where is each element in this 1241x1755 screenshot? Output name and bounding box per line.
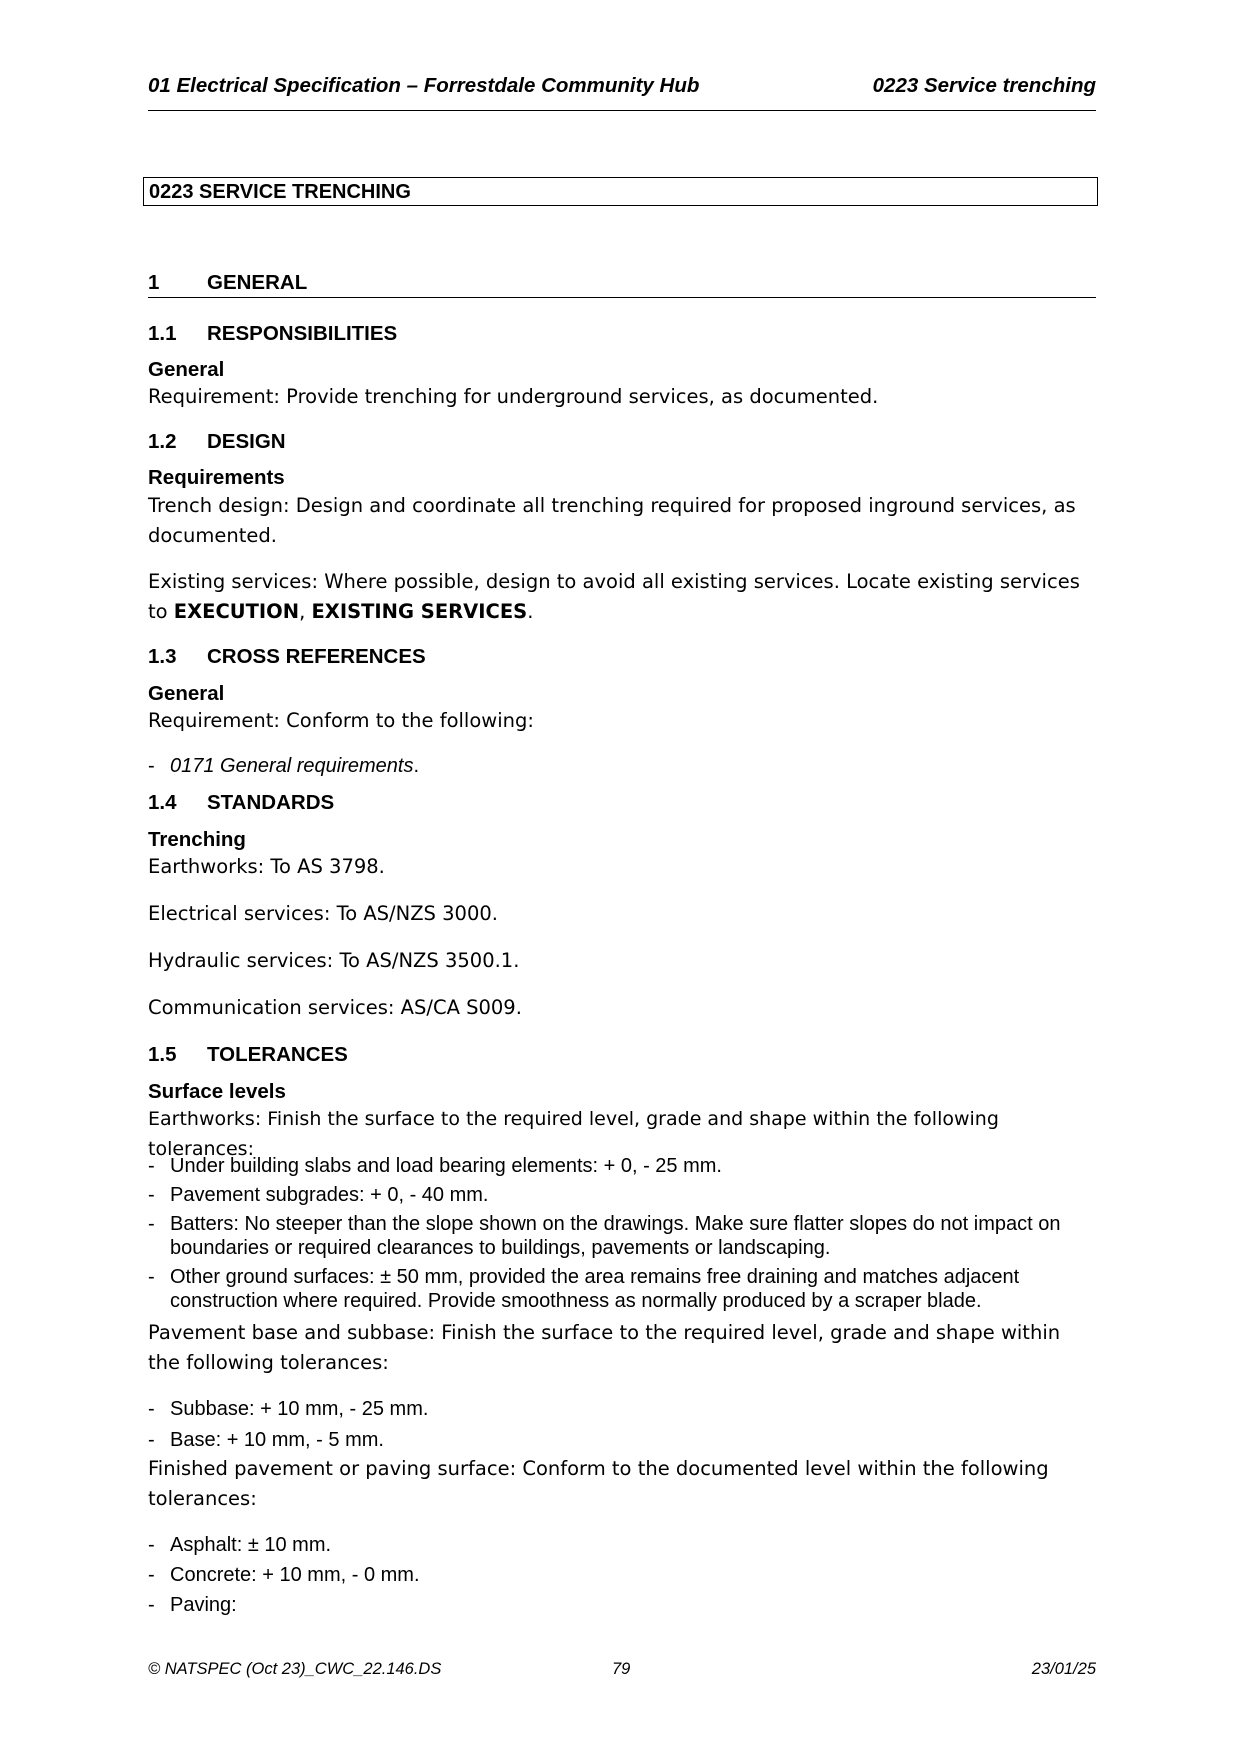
list-marker: - — [148, 1213, 155, 1235]
list-marker: - — [148, 1266, 155, 1288]
subheading-surface-levels: Surface levels — [148, 1080, 286, 1103]
heading-text: STANDARDS — [207, 791, 335, 814]
list-marker: - — [148, 1534, 155, 1556]
list-item-text: Other ground surfaces: ± 50 mm, provided the area remains free draining and matches adjacent construction where required. Provide smoothness as normally produced by a scraper blade. — [170, 1266, 1020, 1312]
paragraph-existing-services — [148, 567, 1096, 627]
list-item-text: Subbase: + 10 mm, - 25 mm. — [170, 1398, 429, 1420]
cross-reference: EXECUTION — [173, 600, 300, 623]
reference-title: 0171 General requirements — [170, 755, 414, 777]
list-item-text — [170, 755, 1090, 779]
section-title-box: 0223 SERVICE TRENCHING — [143, 177, 1098, 206]
heading-text: CROSS REFERENCES — [207, 645, 426, 668]
page-footer — [148, 1660, 1096, 1682]
heading-text: DESIGN — [207, 430, 286, 453]
page-header — [148, 74, 1096, 111]
heading-number: 1.5 — [148, 1043, 177, 1066]
text: , — [299, 600, 312, 623]
footer-copyright: © NATSPEC (Oct 23)_CWC_22.146.DS — [148, 1660, 442, 1678]
list-marker: - — [148, 1398, 155, 1420]
heading-text: RESPONSIBILITIES — [207, 322, 398, 345]
text: . — [527, 600, 534, 623]
paragraph: Hydraulic services: To AS/NZS 3500.1. — [148, 949, 520, 972]
paragraph: Electrical services: To AS/NZS 3000. — [148, 902, 498, 925]
list-marker: - — [148, 1564, 155, 1586]
list-marker: - — [148, 1184, 155, 1206]
paragraph: Pavement base and subbase: Finish the surface to the required level, grade and shape within the following tolerances: — [148, 1321, 1061, 1374]
heading-number: 1.1 — [148, 322, 177, 345]
subheading-requirements: Requirements — [148, 466, 285, 489]
subheading-general: General — [148, 682, 225, 705]
paragraph: Communication services: AS/CA S009. — [148, 996, 522, 1019]
heading-number: 1.3 — [148, 645, 177, 668]
list-item-text: Batters: No steeper than the slope shown on the drawings. Make sure flatter slopes do not impact on boundaries or required clearances to buildings, pavements or landscaping. — [170, 1213, 1061, 1259]
paragraph: Requirement: Conform to the following: — [148, 709, 534, 732]
list-item-text: Base: + 10 mm, - 5 mm. — [170, 1429, 384, 1451]
list-item-text: Paving: — [170, 1594, 237, 1616]
header-document-title: 01 Electrical Specification – Forrestdale Community Hub — [148, 74, 700, 97]
heading-general — [148, 271, 1096, 298]
subheading-trenching: Trenching — [148, 828, 246, 851]
paragraph: Trench design: Design and coordinate all trenching required for proposed inground services, as documented. — [148, 494, 1076, 547]
heading-number: 1 — [148, 271, 160, 294]
text: Existing services: Where possible, design to avoid all existing services. Locate existing services to — [148, 570, 1080, 623]
list-marker: - — [148, 755, 155, 777]
list-item-text: Under building slabs and load bearing elements: + 0, - 25 mm. — [170, 1155, 722, 1177]
paragraph: Finished pavement or paving surface: Conform to the documented level within the following tolerances: — [148, 1457, 1049, 1510]
list-item-text: Asphalt: ± 10 mm. — [170, 1534, 332, 1556]
heading-number: 1.2 — [148, 430, 177, 453]
footer-date: 23/01/25 — [1031, 1660, 1096, 1678]
header-section-name: 0223 Service trenching — [872, 74, 1096, 97]
list-marker: - — [148, 1155, 155, 1177]
list-item-text: Concrete: + 10 mm, - 0 mm. — [170, 1564, 420, 1586]
paragraph: Requirement: Provide trenching for underground services, as documented. — [148, 385, 879, 408]
heading-text: TOLERANCES — [207, 1043, 348, 1066]
list-marker: - — [148, 1594, 155, 1616]
list-item-text: Pavement subgrades: + 0, - 40 mm. — [170, 1184, 489, 1206]
paragraph: Earthworks: To AS 3798. — [148, 855, 385, 878]
heading-text: GENERAL — [207, 271, 308, 294]
footer-page-number: 79 — [612, 1660, 631, 1678]
subheading-general: General — [148, 358, 225, 381]
list-marker: - — [148, 1429, 155, 1451]
cross-reference: EXISTING SERVICES — [311, 600, 528, 623]
text: . — [413, 755, 420, 777]
paragraph: Earthworks: Finish the surface to the required level, grade and shape within the following tolerances: — [148, 1108, 999, 1160]
heading-number: 1.4 — [148, 791, 177, 814]
